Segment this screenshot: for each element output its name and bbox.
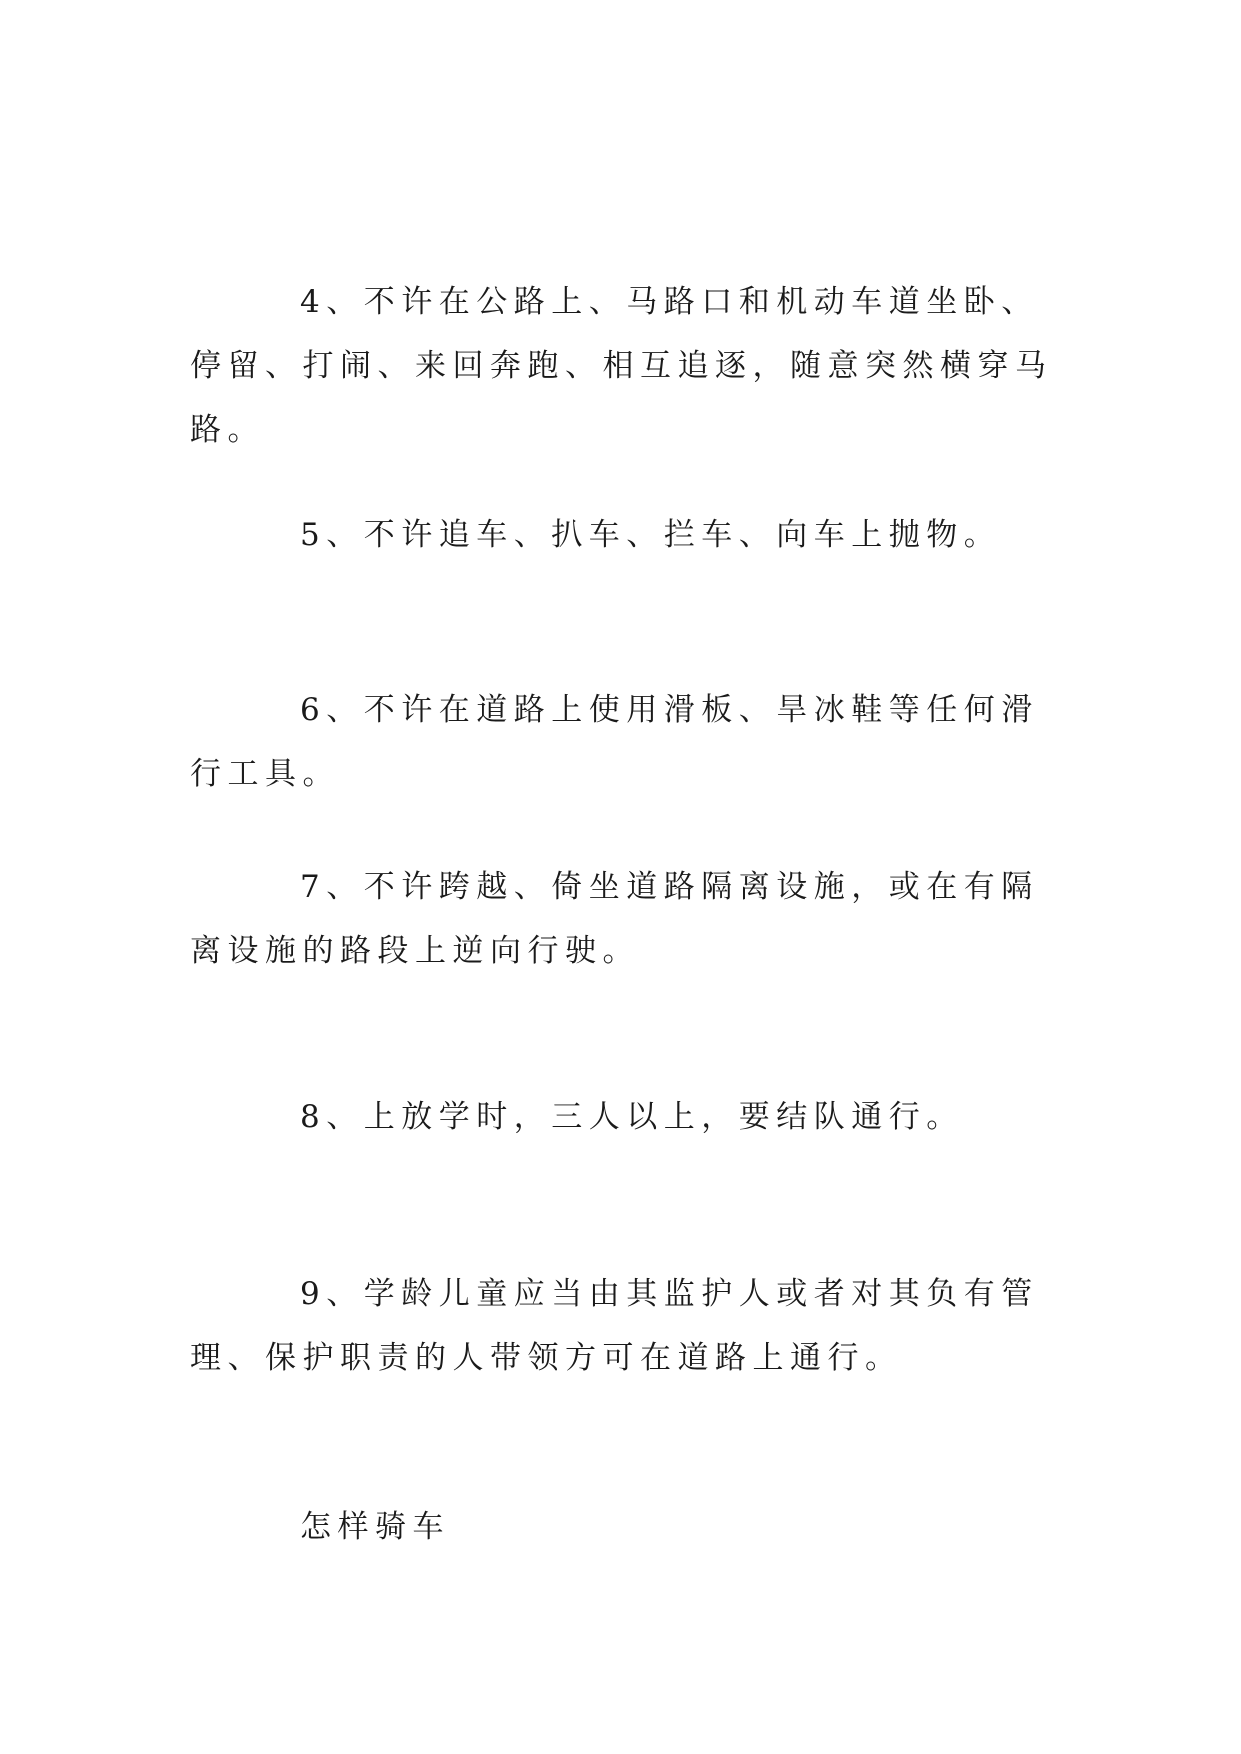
paragraph-rule-5: 5、不许追车、扒车、拦车、向车上抛物。 <box>300 517 1002 553</box>
paragraph-rule-8: 8、上放学时，三人以上，要结队通行。 <box>300 1099 964 1135</box>
paragraph-rule-6: 6、不许在道路上使用滑板、旱冰鞋等任何滑行工具。 <box>190 692 1039 792</box>
paragraph-rule-9: 9、学龄儿童应当由其监护人或者对其负有管理、保护职责的人带领方可在道路上通行。 <box>190 1276 1039 1376</box>
paragraph-rule-7: 7、不许跨越、倚坐道路隔离设施，或在有隔离设施的路段上逆向行驶。 <box>190 869 1039 969</box>
paragraph-rule-4: 4、不许在公路上、马路口和机动车道坐卧、停留、打闹、来回奔跑、相互追逐，随意突然横穿马路。 <box>190 284 1053 448</box>
section-heading: 怎样骑车 <box>300 1509 450 1545</box>
